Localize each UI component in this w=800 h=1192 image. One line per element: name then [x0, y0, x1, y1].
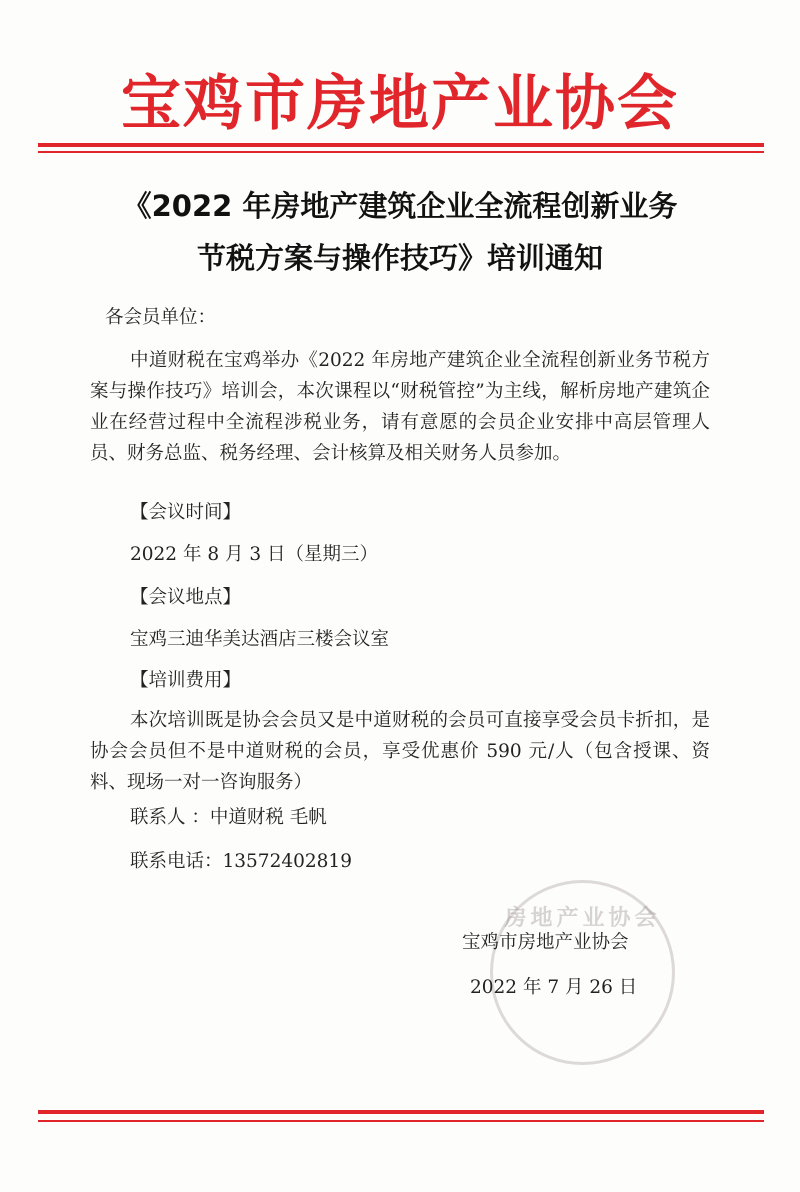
document-title-line-1: 《2022 年房地产建筑企业全流程创新业务 [122, 189, 678, 223]
intro-paragraph: 中道财税在宝鸡举办《2022 年房地产建筑企业全流程创新业务节税方案与操作技巧》培训会，本次课程以“财税管控”为主线，解析房地产建筑企业在经营过程中全流程涉税业务，请有意愿的会员企业安排中高层管理人员、财务总监、税务经理、会计核算及相关财务人员参加。 [90, 350, 710, 464]
meeting-time: 2022 年 8 月 3 日（星期三） [130, 544, 379, 565]
letterhead-rule-thin [38, 151, 764, 153]
signature-date: 2022 年 7 月 26 日 [470, 977, 638, 998]
meeting-place-heading: 【会议地点】 [130, 587, 242, 608]
signature-organization: 宝鸡市房地产业协会 [462, 932, 629, 953]
fee-heading: 【培训费用】 [130, 670, 242, 691]
footer-rule-thick [38, 1110, 764, 1114]
footer-rule-thin [38, 1120, 764, 1122]
letterhead-title: 宝鸡市房地产业协会 [121, 69, 679, 139]
document-title-line-2: 节税方案与操作技巧》培训通知 [196, 241, 603, 275]
contact-person: 联系人 ：中道财税 毛帆 [130, 807, 327, 828]
seal-text: 房地产业协会 [504, 905, 661, 931]
salutation: 各会员单位： [105, 307, 217, 328]
contact-phone: 联系电话：13572402819 [130, 851, 352, 872]
meeting-time-heading: 【会议时间】 [130, 502, 242, 523]
official-seal [490, 880, 675, 1065]
meeting-place: 宝鸡三迪华美达酒店三楼会议室 [130, 629, 390, 650]
letterhead-rule-thick [38, 143, 764, 147]
fee-paragraph: 本次培训既是协会会员又是中道财税的会员可直接享受会员卡折扣，是协会会员但不是中道财税的会员，享受优惠价 590 元/人（包含授课、资料、现场一对一咨询服务） [90, 710, 710, 793]
